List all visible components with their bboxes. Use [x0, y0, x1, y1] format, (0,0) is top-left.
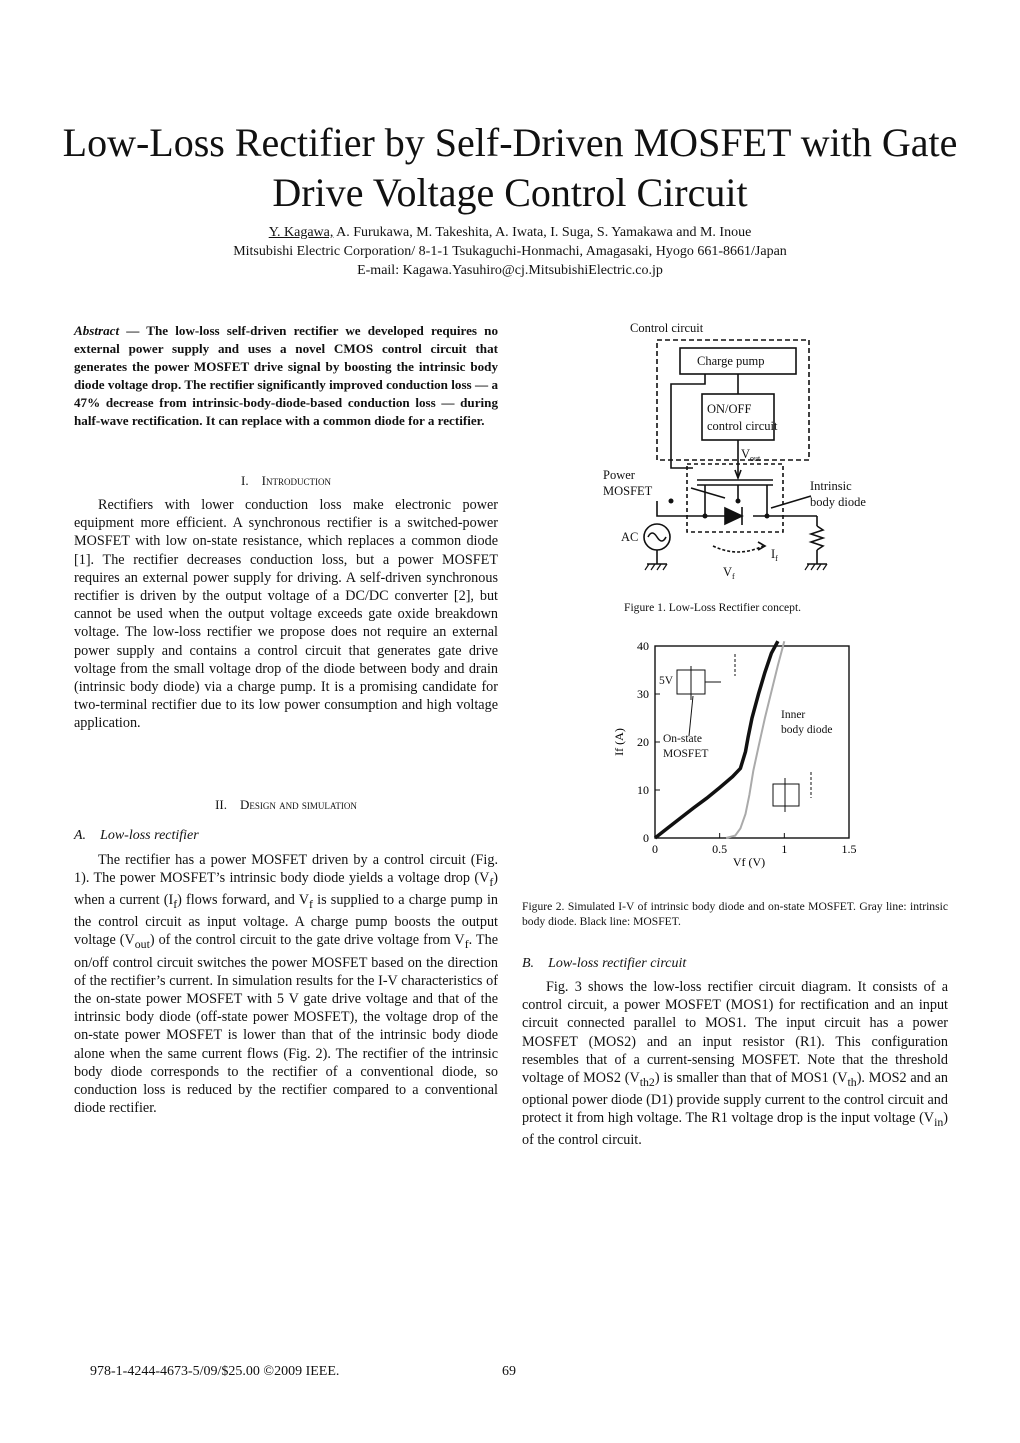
footer-isbn: 978-1-4244-4673-5/09/$25.00 ©2009 IEEE. [90, 1364, 340, 1379]
label-ac: AC [621, 530, 639, 544]
label-body-diode: body diode [810, 495, 866, 509]
figure2-iv-chart [605, 636, 875, 872]
figure1-circuit-diagram [595, 318, 866, 586]
label-onoff: ON/OFF [707, 402, 752, 416]
x-tick-label: 0.5 [712, 842, 728, 856]
x-axis-label: Vf (V) [732, 855, 766, 869]
label-vf: $V_f$ [723, 565, 735, 581]
annotation-onstate: On-state [663, 733, 702, 745]
abstract-label: Abstract [74, 323, 120, 338]
y-axis-label: If (A) [612, 728, 626, 756]
section-heading-design [74, 796, 498, 814]
author-block [40, 223, 980, 280]
y-tick-label: 30 [637, 687, 649, 701]
affiliation: Mitsubishi Electric Corporation/ 8-1-1 Tsukaguchi-Honmachi, Amagasaki, Hyogo 661-8661/Japan [233, 244, 787, 259]
subsection-number: B. [522, 956, 535, 971]
x-tick-label: 1 [781, 842, 788, 856]
label-intrinsic: Intrinsic [810, 479, 852, 493]
section-number: II. [215, 797, 228, 812]
introduction-paragraph: Rectifiers with lower conduction loss make electronic power equipment more efficient. A synchronous rectifier is a switched-power MOSFET with low on-state resistance, which replaces a common diode [1]. The rectifier decreases conduction loss, but a power MOSFET requires an external power supply for driving. A self-driven synchronous rectifier is driven by the output voltage of a DC/DC converter [2], but cannot be used when the output voltage exceeds gate oxide breakdown voltage. The low-loss rectifier we propose does not require an external power supply and contains a control circuit that generates gate drive voltage from the small voltage drop of the diode between body and drain (intrinsic body diode) via a charge pump. It is a promising candidate for two-terminal rectifier due to its low power consumption and high voltage application. [74, 497, 498, 732]
subsection-number: A. [74, 828, 87, 843]
power-mosfet-outline [687, 464, 783, 532]
y-tick-label: 0 [643, 831, 649, 845]
annotation-inner: Inner [781, 709, 806, 721]
subsection-title: Low-loss rectifier [100, 828, 199, 843]
annotation-body-diode: body diode [781, 724, 833, 736]
first-author: Y. Kagawa, [268, 225, 334, 240]
annotation-5v: 5V [659, 675, 674, 687]
y-tick-label: 10 [637, 783, 649, 797]
x-tick-label: 0 [652, 842, 658, 856]
page-number: 69 [502, 1364, 516, 1379]
author-list [40, 223, 980, 242]
figure2-caption: Figure 2. Simulated I-V of intrinsic body diode and on-state MOSFET. Gray line: intrinsic body diode. Black line: MOSFET. [522, 900, 948, 928]
email: E-mail: Kagawa.Yasuhiro@cj.MitsubishiElectric.co.jp [357, 263, 663, 278]
paragraph-low-loss-rectifier: The rectifier has a power MOSFET driven by a control circuit (Fig. 1). The power MOSFET’s intrinsic body diode yields a voltage drop $(V_f)$ when a current $(I_f)$ flows forward, and $V_f$ is supplied to a charge pump in the control circuit as input voltage. A charge pump boosts the output voltage $(V_{out})$ of the control circuit to the gate drive voltage from $V_f$. The on/off control circuit switches the power MOSFET based on the direction of the rectifier’s current. In simulation results for the I-V characteristics of the on-state power MOSFET with 5 V gate drive voltage and that of the intrinsic body diode (off-state power MOSFET), the voltage drop of the on-state power MOSFET is lower than that of the intrinsic body diode alone when the same current flows (Fig. 2). The rectifier of the intrinsic body diode corresponds to the rectifier of a conventional diode, so conduction loss is reduced by the rectifier compared to a conventional diode rectifier. [74, 852, 498, 1117]
y-tick-label: 20 [637, 735, 649, 749]
label-power: Power [603, 468, 635, 482]
section-title: Design and simulation [240, 797, 357, 812]
abstract [74, 322, 498, 431]
label-charge-pump: Charge pump [697, 354, 765, 368]
inset-diode-symbol [773, 784, 799, 806]
abstract-text: — The low-loss self-driven rectifier we developed requires no external power supply and uses a novel CMOS control circuit that generates the power MOSFET drive signal by boosting the intrinsic body diode voltage drop. The rectifier significantly improved conduction loss — a 47% decrease from intrinsic-body-diode-based conduction loss — during half-wave rectification. It can replace with a common diode for a rectifier. [74, 323, 498, 429]
y-tick-label: 40 [637, 639, 649, 653]
label-control: control circuit [707, 419, 778, 433]
label-if: $I_f$ [771, 547, 778, 563]
x-tick-label: 1.5 [841, 842, 857, 856]
figure1-caption: Figure 1. Low-Loss Rectifier concept. [624, 601, 802, 614]
other-authors: A. Furukawa, M. Takeshita, A. Iwata, I. Suga, S. Yamakawa and M. Inoue [333, 225, 752, 240]
label-control-circuit: Control circuit [630, 321, 704, 335]
annotation-mosfet: MOSFET [663, 748, 709, 760]
label-mosfet: MOSFET [603, 484, 653, 498]
subsection-heading-a [74, 827, 498, 845]
subsection-heading-b [522, 955, 948, 973]
onoff-box [702, 394, 774, 440]
section-title: Introduction [261, 473, 331, 488]
paper-title: Low-Loss Rectifier by Self-Driven MOSFET with Gate Drive Voltage Control Circuit [62, 120, 958, 215]
section-number: I. [241, 473, 249, 488]
section-heading-introduction [74, 472, 498, 490]
paragraph-circuit: Fig. 3 shows the low-loss rectifier circuit diagram. It consists of a control circuit, a power MOSFET (MOS1) for rectification and an input circuit connected parallel to MOS1. The input circuit has a power MOSFET (MOS2) and an input resistor (R1). This configuration resembles that of a current-sensing MOSFET. Note that the threshold voltage of MOS2 $(V_{th2})$ is smaller than that of MOS1 $(V_{th})$. MOS2 and an optional power diode (D1) provide supply current to the control circuit and protect it from high voltage. The R1 voltage drop is the input voltage $(V_{in})$ of the control circuit. [522, 979, 948, 1149]
subsection-title: Low-loss rectifier circuit [548, 956, 687, 971]
label-vout: $V_{out}$ [741, 447, 761, 463]
